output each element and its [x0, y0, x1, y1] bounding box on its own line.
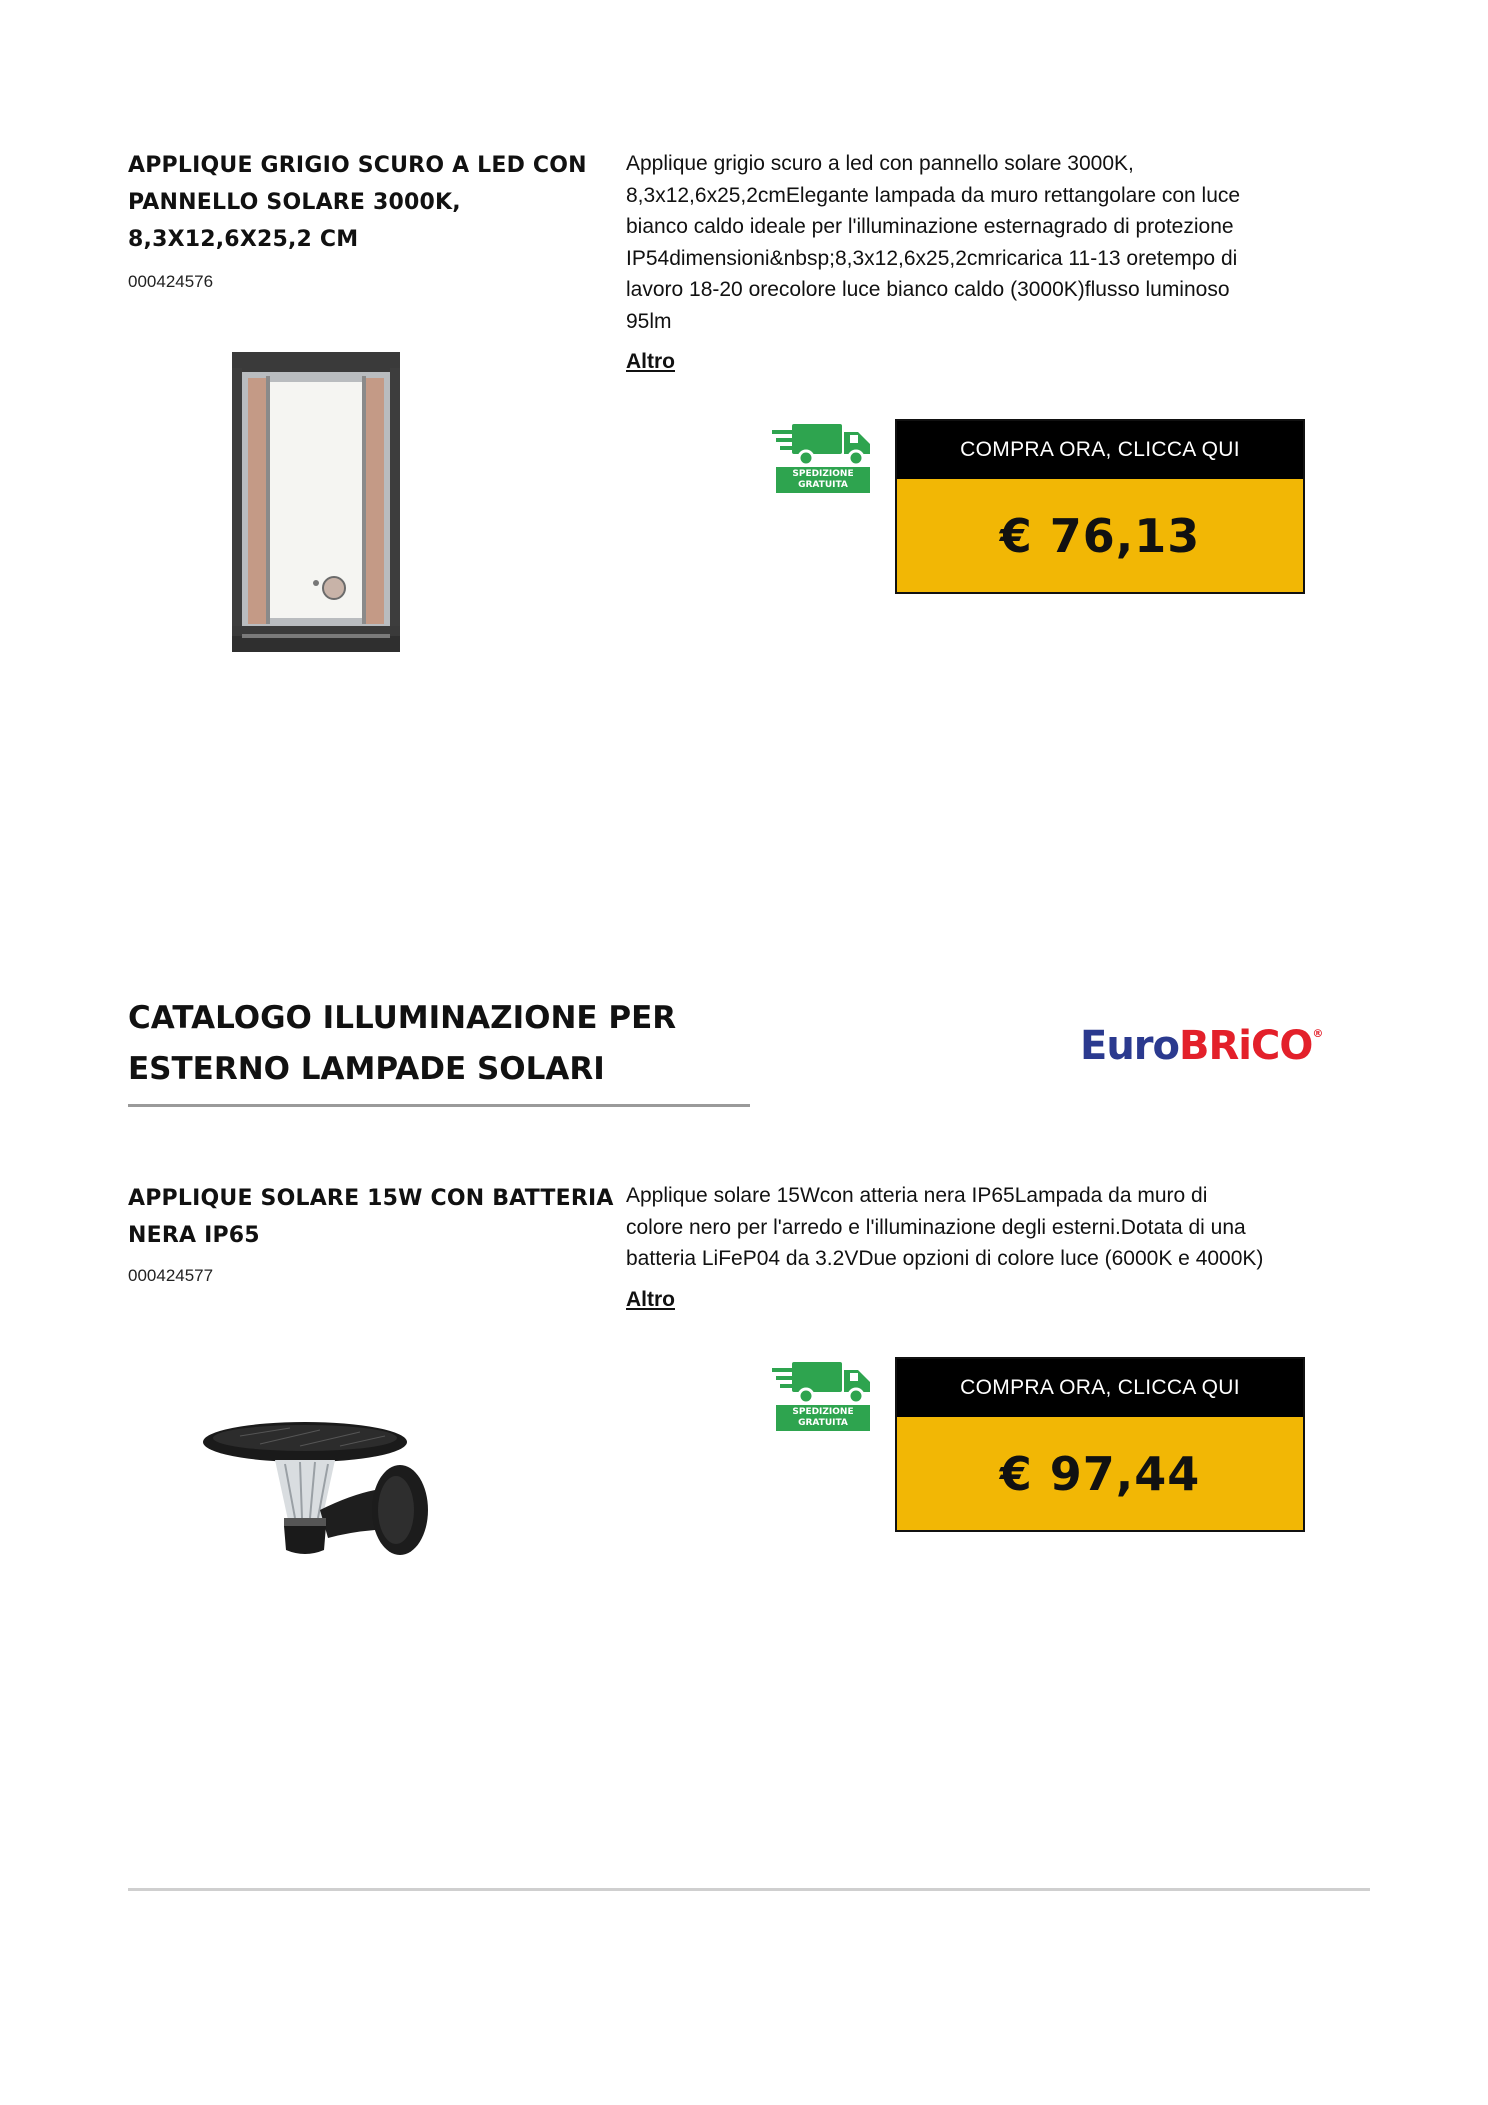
product-card-2: [0, 1150, 1488, 1650]
logo-euro: Euro: [1080, 1023, 1180, 1069]
buy-now-label: COMPRA ORA, CLICCA QUI: [897, 1359, 1303, 1417]
product-title-line: NERA IP65: [128, 1223, 260, 1248]
shipping-label-line: SPEDIZIONE: [792, 469, 854, 479]
product-image-solar-lamp: [200, 1420, 450, 1590]
buy-now-label: COMPRA ORA, CLICCA QUI: [897, 421, 1303, 479]
description-line: 8,3x12,6x25,2cmElegante lampada da muro rettangolare con luce: [626, 183, 1241, 207]
catalog-title-underline: [128, 1104, 750, 1107]
product-sku: 000424577: [128, 1266, 214, 1285]
free-shipping-badge: [770, 422, 874, 494]
buy-now-button[interactable]: [895, 1357, 1305, 1532]
product-card-1: [0, 0, 1488, 700]
page-divider: [128, 1888, 1370, 1891]
more-link[interactable]: Altro: [626, 350, 675, 373]
product-description: [626, 1180, 1326, 1275]
logo-brico: BRiCO: [1179, 1023, 1313, 1069]
buy-now-button[interactable]: [895, 419, 1305, 594]
description-line: colore nero per l'arredo e l'illuminazione degli esterni.Dotata di una: [626, 1215, 1246, 1239]
product-image-wall-lamp: [228, 348, 404, 658]
catalog-title-line: ESTERNO LAMPADE SOLARI: [128, 1051, 605, 1087]
delivery-truck-icon: [770, 1360, 874, 1406]
description-line: 95lm: [626, 309, 672, 333]
shipping-label: [776, 1405, 870, 1431]
description-line: batteria LiFeP04 da 3.2VDue opzioni di colore luce (6000K e 4000K): [626, 1247, 1264, 1270]
shipping-label: [776, 467, 870, 493]
delivery-truck-icon: [770, 422, 874, 468]
product-title-line: PANNELLO SOLARE 3000K,: [128, 190, 461, 215]
product-title: [128, 147, 608, 258]
product-sku: 000424576: [128, 272, 214, 291]
product-title: [128, 1180, 628, 1254]
shipping-label-line: GRATUITA: [798, 1418, 848, 1428]
product-title-line: APPLIQUE SOLARE 15W CON BATTERIA: [128, 1186, 614, 1211]
product-title-line: APPLIQUE GRIGIO SCURO A LED CON: [128, 153, 587, 178]
product-description: [626, 148, 1326, 337]
product-title-line: 8,3X12,6X25,2 CM: [128, 227, 359, 252]
shipping-label-line: GRATUITA: [798, 480, 848, 490]
eurobrico-logo: [1080, 1023, 1322, 1069]
catalog-title-line: CATALOGO ILLUMINAZIONE PER: [128, 1000, 677, 1036]
description-line: lavoro 18-20 orecolore luce bianco caldo (3000K)flusso luminoso: [626, 278, 1230, 301]
price: € 97,44: [897, 1417, 1303, 1530]
description-line: Applique solare 15Wcon atteria nera IP65Lampada da muro di: [626, 1184, 1208, 1207]
description-line: Applique grigio scuro a led con pannello solare 3000K,: [626, 152, 1134, 175]
free-shipping-badge: [770, 1360, 874, 1432]
description-line: IP54dimensioni&nbsp;8,3x12,6x25,2cmricarica 11-13 oretempo di: [626, 246, 1238, 270]
registered-mark: ®: [1312, 1027, 1323, 1040]
shipping-label-line: SPEDIZIONE: [792, 1407, 854, 1417]
more-link[interactable]: Altro: [626, 1288, 675, 1311]
price: € 76,13: [897, 479, 1303, 592]
description-line: bianco caldo ideale per l'illuminazione esternagrado di protezione: [626, 215, 1234, 238]
